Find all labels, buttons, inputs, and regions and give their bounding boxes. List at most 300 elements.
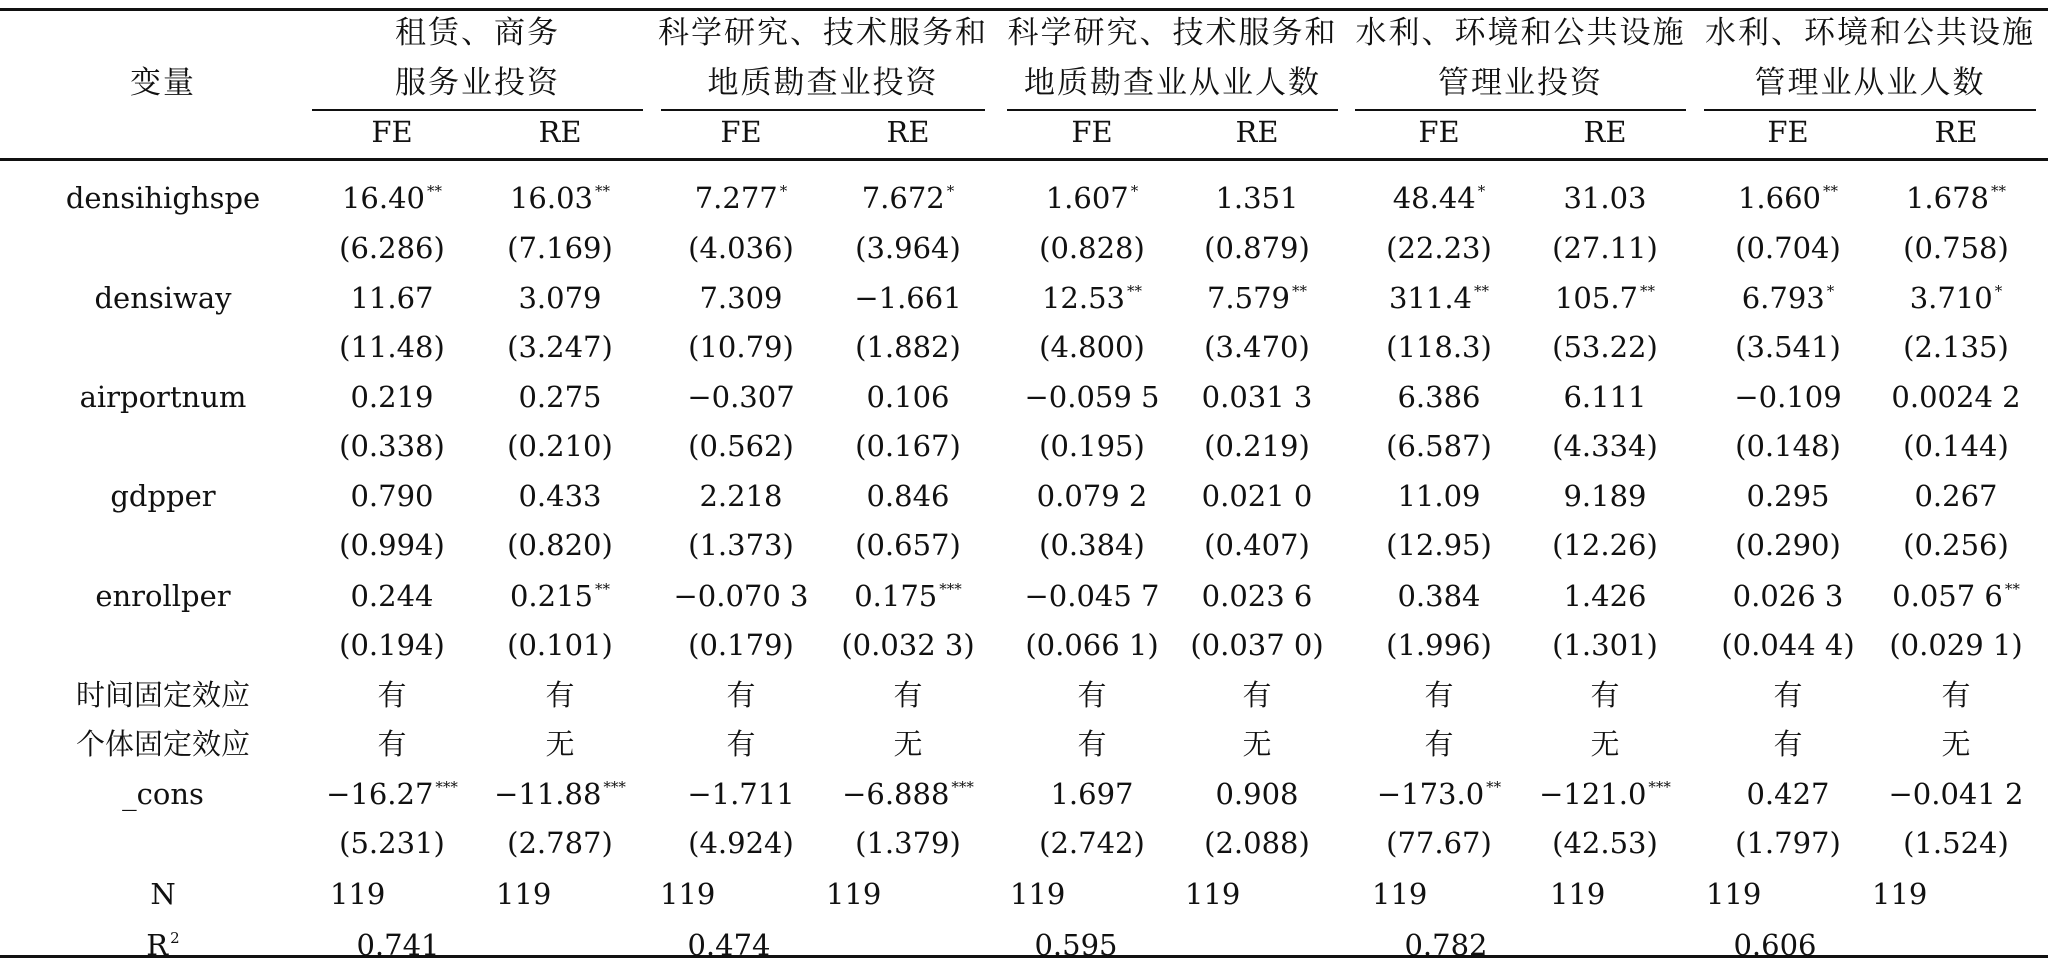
cell-value: 0.219 — [350, 380, 434, 414]
group-underline — [312, 109, 643, 111]
cell-value: 0.021 0 — [1201, 479, 1313, 513]
cell-value: (2.742) — [1039, 826, 1145, 860]
cell-value: (0.562) — [688, 429, 794, 463]
table-cell — [518, 281, 602, 315]
cell-value: 0.427 — [1746, 777, 1830, 811]
sub-column-header: FE — [720, 115, 762, 149]
cell-value: 有 — [893, 678, 923, 712]
cell-value: (0.820) — [507, 528, 613, 562]
cell-value: 无 — [1590, 727, 1620, 761]
cell-value: (1.379) — [855, 826, 961, 860]
group-header-line2: 地质勘查业从业人数 — [1024, 65, 1321, 101]
table-cell — [1397, 380, 1481, 414]
table-cell — [726, 678, 756, 712]
cell-value: 有 — [1077, 727, 1107, 761]
table-cell — [855, 826, 961, 860]
significance-stars: ** — [1640, 282, 1656, 300]
cell-value: (10.79) — [688, 330, 794, 364]
table-cell — [509, 181, 611, 215]
table-cell — [855, 231, 961, 265]
table-cell — [1242, 727, 1272, 761]
table-cell — [1392, 181, 1486, 215]
table-cell — [1039, 231, 1145, 265]
table-cell — [1741, 281, 1835, 315]
sub-column-header: RE — [886, 115, 930, 149]
row-label: _cons — [122, 777, 204, 811]
sub-column-header: RE — [538, 115, 582, 149]
cell-value: 7.309 — [699, 281, 783, 315]
cell-value: (3.470) — [1204, 330, 1310, 364]
cell-value: 无 — [1941, 727, 1971, 761]
table-cell — [688, 528, 794, 562]
table-cell — [861, 181, 955, 215]
r2-value: 0.595 — [1034, 928, 1118, 962]
cell-value: 11.09 — [1397, 479, 1481, 513]
sub-column-header: RE — [1583, 115, 1627, 149]
table-cell — [350, 281, 434, 315]
row-label: densiway — [94, 281, 232, 315]
table-cell — [1737, 181, 1839, 215]
table-cell — [1552, 429, 1658, 463]
variable-header: 变量 — [130, 65, 196, 101]
significance-stars: ** — [1292, 282, 1308, 300]
n-value: 119 — [330, 877, 386, 911]
cell-value: 3.710 — [1909, 281, 1993, 315]
table-cell — [1563, 181, 1647, 215]
cell-value: (4.924) — [688, 826, 794, 860]
table-cell — [1024, 380, 1160, 414]
table-rule — [0, 8, 2048, 11]
table-cell — [1563, 380, 1647, 414]
table-cell — [854, 281, 962, 315]
cell-value: (0.044 4) — [1721, 628, 1855, 662]
table-cell — [1735, 231, 1841, 265]
cell-value: (12.95) — [1386, 528, 1492, 562]
table-cell — [1206, 281, 1308, 315]
table-cell — [1721, 628, 1855, 662]
table-cell — [1077, 678, 1107, 712]
row-label: enrollper — [95, 579, 231, 613]
cell-value: 0.023 6 — [1201, 579, 1313, 613]
table-cell — [1735, 330, 1841, 364]
table-cell — [673, 579, 809, 613]
cell-value: 有 — [1590, 678, 1620, 712]
table-cell — [507, 429, 613, 463]
table-cell — [1590, 678, 1620, 712]
cell-value: 9.189 — [1563, 479, 1647, 513]
cell-value: 0.790 — [350, 479, 434, 513]
cell-value: −6.888 — [842, 777, 950, 811]
significance-stars: ** — [2004, 580, 2020, 598]
table-cell — [1201, 479, 1313, 513]
cell-value: 0.846 — [866, 479, 950, 513]
cell-value: (2.787) — [507, 826, 613, 860]
cell-value: 1.660 — [1737, 181, 1822, 215]
cell-value: 0.433 — [518, 479, 602, 513]
cell-value: (4.334) — [1552, 429, 1658, 463]
table-cell — [1204, 528, 1310, 562]
cell-value: (6.286) — [339, 231, 445, 265]
cell-value: (22.23) — [1386, 231, 1492, 265]
table-cell — [1204, 826, 1310, 860]
sub-column-header: FE — [1767, 115, 1809, 149]
cell-value: 0.275 — [518, 380, 602, 414]
table-cell — [1905, 181, 2007, 215]
row-label: 个体固定效应 — [75, 727, 251, 761]
cell-value: (0.828) — [1039, 231, 1145, 265]
cell-value: (0.338) — [339, 429, 445, 463]
cell-value: 31.03 — [1563, 181, 1647, 215]
table-cell — [1045, 181, 1139, 215]
cell-value: 有 — [726, 678, 756, 712]
n-value: 119 — [1872, 877, 1928, 911]
n-value: 119 — [1706, 877, 1762, 911]
cell-value: 有 — [1242, 678, 1272, 712]
cell-value: −0.045 7 — [1024, 579, 1160, 613]
cell-value: 有 — [1424, 727, 1454, 761]
table-cell — [1903, 826, 2009, 860]
table-cell — [545, 727, 575, 761]
table-cell — [688, 330, 794, 364]
n-value: 119 — [1372, 877, 1428, 911]
cell-value: −173.0 — [1376, 777, 1485, 811]
cell-value: 有 — [1424, 678, 1454, 712]
group-underline — [1007, 109, 1338, 111]
table-cell — [509, 579, 611, 613]
cell-value: (1.996) — [1386, 628, 1492, 662]
table-cell — [507, 528, 613, 562]
group-underline — [1704, 109, 2036, 111]
cell-value: (0.179) — [688, 628, 794, 662]
cell-value: (4.036) — [688, 231, 794, 265]
row-label-r2 — [146, 928, 180, 962]
table-cell — [1204, 429, 1310, 463]
cell-value: (1.797) — [1735, 826, 1841, 860]
cell-value: 11.67 — [350, 281, 434, 315]
group-header-line1: 水利、环境和公共设施 — [1705, 15, 2035, 51]
cell-value: 6.111 — [1563, 380, 1647, 414]
cell-value: (2.135) — [1903, 330, 2009, 364]
table-cell — [854, 579, 962, 613]
table-cell — [688, 231, 794, 265]
group-header-line1: 科学研究、技术服务和 — [1007, 15, 1338, 51]
sub-column-header: FE — [1418, 115, 1460, 149]
cell-value: 12.53 — [1041, 281, 1126, 315]
significance-stars: * — [1130, 182, 1139, 200]
cell-value: (0.167) — [855, 429, 961, 463]
table-cell — [507, 231, 613, 265]
cell-value: (7.169) — [507, 231, 613, 265]
group-header-line1: 科学研究、技术服务和 — [658, 15, 988, 51]
cell-value: 无 — [893, 727, 923, 761]
significance-stars: *** — [603, 778, 626, 796]
cell-value: (1.882) — [855, 330, 961, 364]
table-cell — [1909, 281, 2003, 315]
table-cell — [1190, 628, 1324, 662]
table-cell — [1386, 628, 1492, 662]
cell-value: (0.290) — [1735, 528, 1841, 562]
cell-value: −11.88 — [494, 777, 602, 811]
n-value: 119 — [1185, 877, 1241, 911]
cell-value: (0.657) — [855, 528, 961, 562]
cell-value: 0.384 — [1397, 579, 1481, 613]
cell-value: (5.231) — [339, 826, 445, 860]
table-cell — [1735, 429, 1841, 463]
row-label: densihighspe — [65, 181, 261, 215]
table-cell — [1388, 281, 1490, 315]
table-cell — [1941, 727, 1971, 761]
table-cell — [687, 777, 795, 811]
cell-value: (0.101) — [507, 628, 613, 662]
table-cell — [341, 181, 443, 215]
group-header-line1: 租赁、商务 — [395, 15, 560, 51]
cell-value: 有 — [1773, 727, 1803, 761]
cell-value: (3.541) — [1735, 330, 1841, 364]
cell-value: (42.53) — [1552, 826, 1658, 860]
cell-value: 有 — [1773, 678, 1803, 712]
cell-value: −0.109 — [1734, 380, 1842, 414]
cell-value: (0.384) — [1039, 528, 1145, 562]
table-cell — [1024, 579, 1160, 613]
table-cell — [1242, 678, 1272, 712]
table-cell — [1025, 628, 1159, 662]
table-cell — [1552, 528, 1658, 562]
cell-value: 1.351 — [1215, 181, 1299, 215]
n-value: 119 — [1550, 877, 1606, 911]
cell-value: (0.758) — [1903, 231, 2009, 265]
cell-value: (0.219) — [1204, 429, 1310, 463]
n-value: 119 — [1010, 877, 1066, 911]
table-cell — [1376, 777, 1502, 811]
cell-value: −1.711 — [687, 777, 795, 811]
cell-value: (4.800) — [1039, 330, 1145, 364]
row-label: gdpper — [110, 479, 216, 513]
cell-value: 0.057 6 — [1892, 579, 2003, 613]
cell-value: 1.607 — [1045, 181, 1129, 215]
cell-value: 311.4 — [1388, 281, 1473, 315]
table-cell — [1903, 231, 2009, 265]
significance-stars: * — [779, 182, 788, 200]
table-cell — [1888, 777, 2024, 811]
cell-value: (2.088) — [1204, 826, 1310, 860]
cell-value: (1.301) — [1552, 628, 1658, 662]
cell-value: 3.079 — [518, 281, 602, 315]
significance-stars: * — [1994, 282, 2003, 300]
table-cell — [1552, 826, 1658, 860]
cell-value: −0.059 5 — [1024, 380, 1160, 414]
significance-stars: *** — [951, 778, 974, 796]
table-cell — [855, 330, 961, 364]
cell-value: 有 — [377, 678, 407, 712]
table-cell — [494, 777, 626, 811]
row-label-n: N — [150, 877, 176, 911]
table-cell — [1746, 479, 1830, 513]
cell-value: 0.267 — [1914, 479, 1998, 513]
cell-value: (0.194) — [339, 628, 445, 662]
cell-value: (0.994) — [339, 528, 445, 562]
table-cell — [350, 579, 434, 613]
cell-value: 1.426 — [1563, 579, 1647, 613]
table-cell — [1201, 380, 1313, 414]
table-cell — [507, 826, 613, 860]
table-cell — [1773, 678, 1803, 712]
table-cell — [1892, 579, 2020, 613]
table-cell — [688, 429, 794, 463]
table-cell — [1563, 579, 1647, 613]
cell-value: (0.407) — [1204, 528, 1310, 562]
row-label: airportnum — [79, 380, 247, 414]
table-cell — [1903, 528, 2009, 562]
significance-stars: ** — [1127, 282, 1143, 300]
cell-value: 6.386 — [1397, 380, 1481, 414]
table-cell — [1215, 181, 1299, 215]
table-cell — [1563, 479, 1647, 513]
cell-value: (53.22) — [1552, 330, 1658, 364]
cell-value: 0.244 — [350, 579, 434, 613]
table-cell — [1386, 429, 1492, 463]
table-cell — [855, 429, 961, 463]
cell-value: 无 — [1242, 727, 1272, 761]
table-cell — [1039, 330, 1145, 364]
cell-value: 48.44 — [1392, 181, 1476, 215]
significance-stars: ** — [1486, 778, 1502, 796]
cell-value: (11.48) — [339, 330, 445, 364]
cell-value: (0.256) — [1903, 528, 2009, 562]
table-cell — [1036, 479, 1148, 513]
table-cell — [893, 727, 923, 761]
table-cell — [855, 528, 961, 562]
table-cell — [699, 281, 783, 315]
cell-value: (0.029 1) — [1889, 628, 2023, 662]
table-cell — [339, 628, 445, 662]
cell-value: 105.7 — [1554, 281, 1639, 315]
cell-value: 16.40 — [341, 181, 426, 215]
table-cell — [1732, 579, 1844, 613]
n-value: 119 — [660, 877, 716, 911]
table-cell — [1539, 777, 1671, 811]
r2-value: 0.474 — [687, 928, 771, 962]
r2-value: 0.741 — [356, 928, 440, 962]
table-cell — [1204, 231, 1310, 265]
group-header-line2: 服务业投资 — [395, 65, 560, 101]
cell-value: (27.11) — [1552, 231, 1658, 265]
table-cell — [1903, 330, 2009, 364]
significance-stars: * — [946, 182, 955, 200]
cell-value: (77.67) — [1386, 826, 1492, 860]
cell-value: 0.106 — [866, 380, 950, 414]
table-cell — [699, 479, 783, 513]
r2-label-sup: 2 — [170, 929, 180, 947]
table-cell — [1386, 231, 1492, 265]
table-cell — [687, 380, 795, 414]
table-cell — [1039, 528, 1145, 562]
table-cell — [1746, 777, 1830, 811]
r2-label-main: R — [146, 928, 169, 962]
r2-value: 0.782 — [1404, 928, 1488, 962]
cell-value: (0.210) — [507, 429, 613, 463]
table-cell — [1590, 727, 1620, 761]
cell-value: −16.27 — [326, 777, 434, 811]
cell-value: (0.148) — [1735, 429, 1841, 463]
cell-value: 0.031 3 — [1201, 380, 1313, 414]
table-cell — [1041, 281, 1143, 315]
cell-value: (118.3) — [1386, 330, 1492, 364]
cell-value: (0.879) — [1204, 231, 1310, 265]
significance-stars: ** — [1474, 282, 1490, 300]
table-cell — [866, 380, 950, 414]
cell-value: (6.587) — [1386, 429, 1492, 463]
table-cell — [1891, 380, 2021, 414]
table-cell — [1889, 628, 2023, 662]
table-cell — [1552, 231, 1658, 265]
significance-stars: ** — [595, 580, 611, 598]
group-header-line1: 水利、环境和公共设施 — [1355, 15, 1686, 51]
table-cell — [350, 380, 434, 414]
significance-stars: ** — [1991, 182, 2007, 200]
cell-value: −0.070 3 — [673, 579, 809, 613]
table-cell — [545, 678, 575, 712]
cell-value: 2.218 — [699, 479, 783, 513]
group-header-line2: 地质勘查业投资 — [707, 65, 939, 101]
table-cell — [518, 380, 602, 414]
table-cell — [339, 231, 445, 265]
table-cell — [377, 727, 407, 761]
significance-stars: ** — [1823, 182, 1839, 200]
cell-value: (3.247) — [507, 330, 613, 364]
table-cell — [1386, 528, 1492, 562]
table-cell — [1903, 429, 2009, 463]
table-cell — [339, 826, 445, 860]
table-cell — [507, 330, 613, 364]
significance-stars: *** — [1648, 778, 1671, 796]
group-header-line2: 管理业从业人数 — [1754, 65, 1986, 101]
table-cell — [1039, 429, 1145, 463]
group-underline — [661, 109, 985, 111]
cell-value: (0.144) — [1903, 429, 2009, 463]
cell-value: −0.041 2 — [1888, 777, 2024, 811]
header-bottom-rule — [0, 158, 2048, 160]
table-cell — [1386, 330, 1492, 364]
cell-value: 有 — [545, 678, 575, 712]
table-cell — [1552, 330, 1658, 364]
table-cell — [841, 628, 975, 662]
cell-value: (1.373) — [688, 528, 794, 562]
table-cell — [377, 678, 407, 712]
cell-value: 0.175 — [854, 579, 938, 613]
sub-column-header: RE — [1235, 115, 1279, 149]
table-cell — [1552, 628, 1658, 662]
group-underline — [1355, 109, 1686, 111]
sub-column-header: FE — [371, 115, 413, 149]
cell-value: 7.277 — [694, 181, 778, 215]
table-cell — [1050, 777, 1134, 811]
cell-value: (3.964) — [855, 231, 961, 265]
table-cell — [339, 528, 445, 562]
cell-value: 16.03 — [509, 181, 594, 215]
cell-value: (0.032 3) — [841, 628, 975, 662]
table-cell — [842, 777, 974, 811]
table-cell — [726, 727, 756, 761]
table-cell — [1735, 528, 1841, 562]
table-cell — [518, 479, 602, 513]
table-cell — [339, 429, 445, 463]
cell-value: 1.697 — [1050, 777, 1134, 811]
table-cell — [1386, 826, 1492, 860]
cell-value: 6.793 — [1741, 281, 1825, 315]
table-cell — [1397, 579, 1481, 613]
table-cell — [1201, 579, 1313, 613]
cell-value: (0.704) — [1735, 231, 1841, 265]
